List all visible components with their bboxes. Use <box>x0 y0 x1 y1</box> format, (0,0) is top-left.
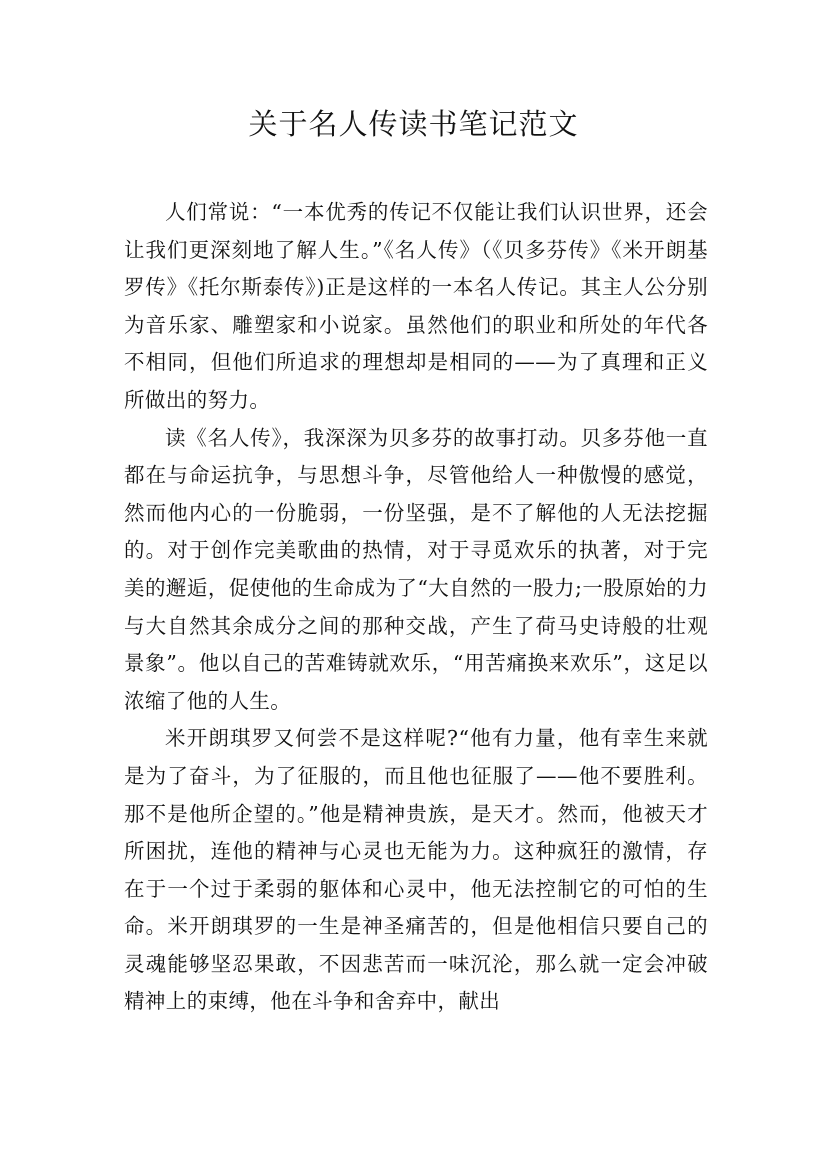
document-title: 关于名人传读书笔记范文 <box>248 107 579 141</box>
paragraph-intro: 人们常说：“一本优秀的传记不仅能让我们认识世界，还会让我们更深刻地了解人生。”《名人传》（《贝多芬传》《米开朗基罗传》《托尔斯泰传》)正是这样的一本名人传记。其主人公分别为音乐家、雕塑家和小说家。虽然他们的职业和所处的年代各不相同，但他们所追求的理想却是相同的——为了真理和正义所做出的努力。 <box>124 200 708 412</box>
paragraph-beethoven: 读《名人传》，我深深为贝多芬的故事打动。贝多芬他一直都在与命运抗争，与思想斗争，尽管他给人一种傲慢的感觉，然而他内心的一份脆弱，一份坚强，是不了解他的人无法挖掘的。对于创作完美歌曲的热情，对于寻觅欢乐的执著，对于完美的邂逅，促使他的生命成为了“大自然的一股力;一股原始的力与大自然其余成分之间的那种交战，产生了荷马史诗般的壮观景象”。他以自己的苦难铸就欢乐，“用苦痛换来欢乐”，这足以浓缩了他的人生。 <box>124 425 708 713</box>
document-body <box>124 194 708 1021</box>
paragraph-michelangelo: 米开朗琪罗又何尝不是这样呢?“他有力量，他有幸生来就是为了奋斗，为了征服的，而且他也征服了——他不要胜利。那不是他所企望的。”他是精神贵族，是天才。然而，他被天才所困扰，连他的精神与心灵也无能为力。这种疯狂的激情，存在于一个过于柔弱的躯体和心灵中，他无法控制它的可怕的生命。米开朗琪罗的一生是神圣痛苦的，但是他相信只要自己的灵魂能够坚忍果敢，不因悲苦而一味沉沦，那么就一定会冲破精神上的束缚，他在斗争和舍弃中，献出 <box>124 726 708 1014</box>
